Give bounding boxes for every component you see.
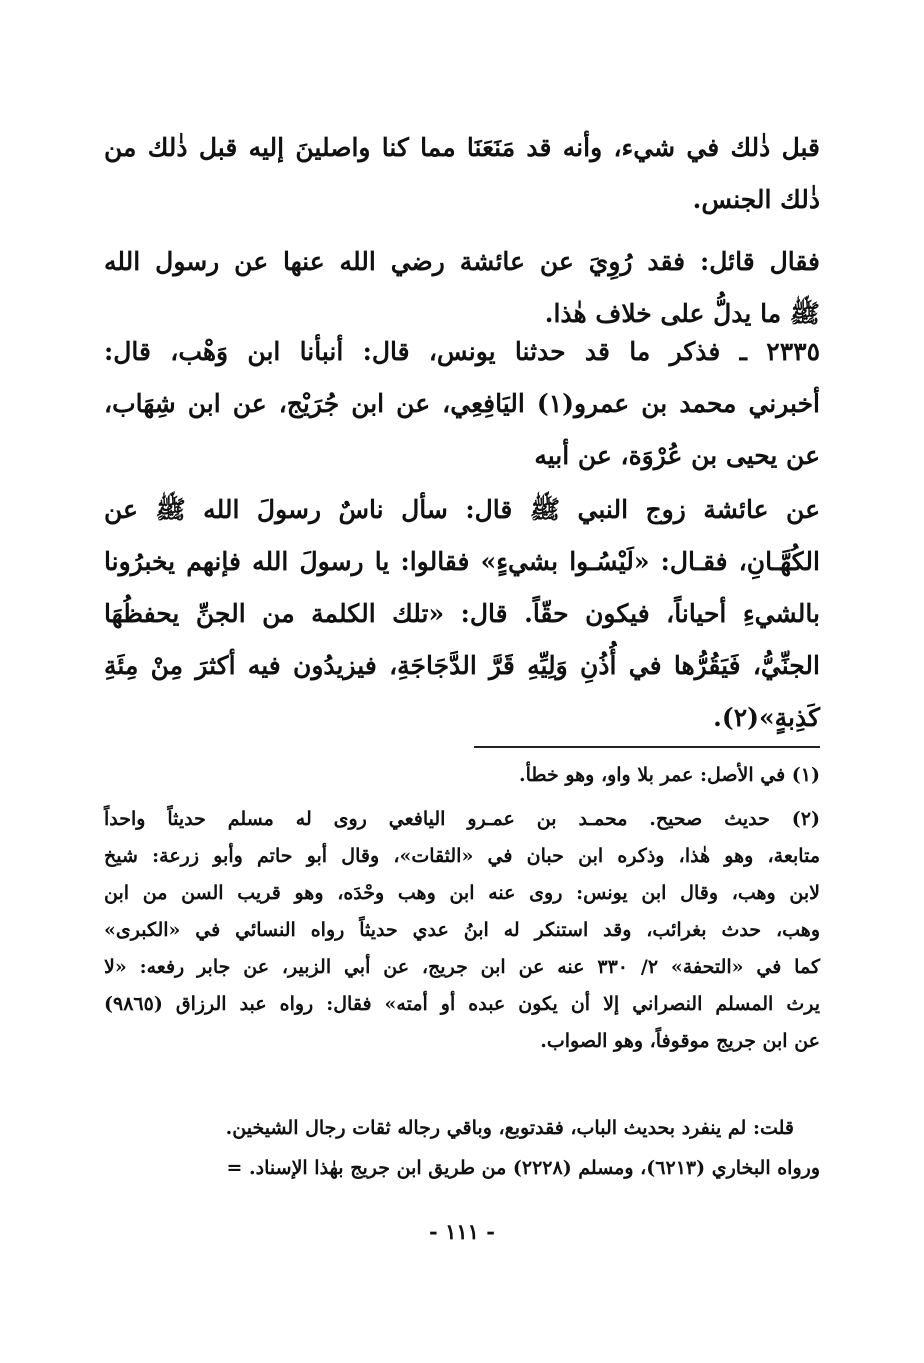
text-line: كَذِبةٍ»(٢). bbox=[713, 703, 820, 732]
footnote-line: قلت: لم ينفرد بحديث الباب، فقدتوبع، وباقي رجاله ثقات رجال الشيخين. bbox=[225, 1117, 794, 1139]
footnote-line: يرث المسلم النصراني إلا أن يكون عبده أو أمته» فقال: رواه عبد الرزاق (٩٨٦٥) bbox=[104, 993, 820, 1015]
text-line: عن يحيى بن عُرْوَة، عن أبيه bbox=[534, 441, 820, 470]
hadith-matn bbox=[104, 484, 820, 744]
text-line: أخبرني محمد بن عمرو(١) اليَافِعِي، عن ابن جُرَيْج، عن ابن شِهَاب، bbox=[104, 389, 821, 418]
footnote-comment bbox=[104, 1110, 794, 1147]
footnote-line: لابن وهب، وقال ابن يونس: روى عنه ابن وهب وحْدَه، وهو قريب السن من ابن bbox=[104, 882, 820, 904]
footnote-divider bbox=[474, 746, 820, 748]
footnote-line: ورواه البخاري (٦٢١٣)، ومسلم (٢٢٢٨) من طريق ابن جريج بهٰذا الإسناد. = bbox=[226, 1157, 820, 1179]
footnote-line: كما في «التحفة» ٢/ ٣٣٠ عنه عن ابن جريج، عن أبي الزبير، عن جابر رفعه: «لا bbox=[104, 956, 820, 978]
text-line: بالشيءِ أحياناً، فيكون حقّاً. قال: «تلك الكلمة من الجنِّ يحفظُهَا bbox=[104, 599, 820, 628]
text-line: عن عائشة زوج النبي ﷺ قال: سأل ناسٌ رسولَ الله ﷺ عن bbox=[104, 495, 820, 524]
footnote-line: عن ابن جريج موقوفاً، وهو الصواب. bbox=[540, 1030, 820, 1052]
text-line: ذٰلك الجنس. bbox=[692, 185, 820, 214]
text-line: الكُهَّـانِ، فقـال: «لَيْسُـوا بشيءٍ» فقالوا: يا رسولَ الله فإنهم يخبرُونا bbox=[104, 547, 820, 576]
page-number: - ١١١ - bbox=[429, 1219, 495, 1244]
footnote-line: (٢) حديث صحيح. محمـد بن عمـرو اليافعي روى له مسلم حديثاً واحداً bbox=[104, 808, 820, 830]
text-line: فقال قائل: فقد رُوِيَ عن عائشة رضي الله عنها عن رسول الله bbox=[104, 247, 821, 276]
paragraph-1 bbox=[104, 122, 820, 226]
footnote-continuation bbox=[104, 1150, 820, 1187]
text-line: الجنِّيُّ، فَيَقُرُّها في أُذُنِ وَلِيِّهِ قَرَّ الدَّجَاجَةِ، فيزيدُون فيه أكثرَ مِنْ مِئَةِ bbox=[104, 651, 820, 680]
text-line: قبل ذٰلك في شيء، وأنه قد مَنَعَنَا مما كنا واصلينَ إليه قبل ذٰلك من bbox=[104, 133, 820, 162]
footnote-line: متابعة، وهو هٰذا، وذكره ابن حبان في «الثقات»، وقال أبو حاتم وأبو زرعة: شيخ bbox=[104, 845, 820, 867]
text-line: ٢٣٣٥ ـ فذكر ما قد حدثنا يونس، قال: أنبأنا ابن وَهْب، قال: bbox=[104, 337, 820, 366]
footnote-1 bbox=[104, 757, 820, 794]
paragraph-2 bbox=[104, 236, 820, 340]
text-line: ﷺ ما يدلُّ على خلاف هٰذا. bbox=[544, 299, 820, 328]
footnote-2 bbox=[104, 801, 820, 1060]
footnote-line: وهب، حدث بغرائب، وقد استنكر له ابنُ عدي حديثاً رواه النسائي في «الكبرى» bbox=[104, 919, 820, 941]
footnote-line: (١) في الأصل: عمر بلا واو، وهو خطأ. bbox=[518, 764, 820, 786]
hadith-isnad bbox=[104, 326, 820, 482]
